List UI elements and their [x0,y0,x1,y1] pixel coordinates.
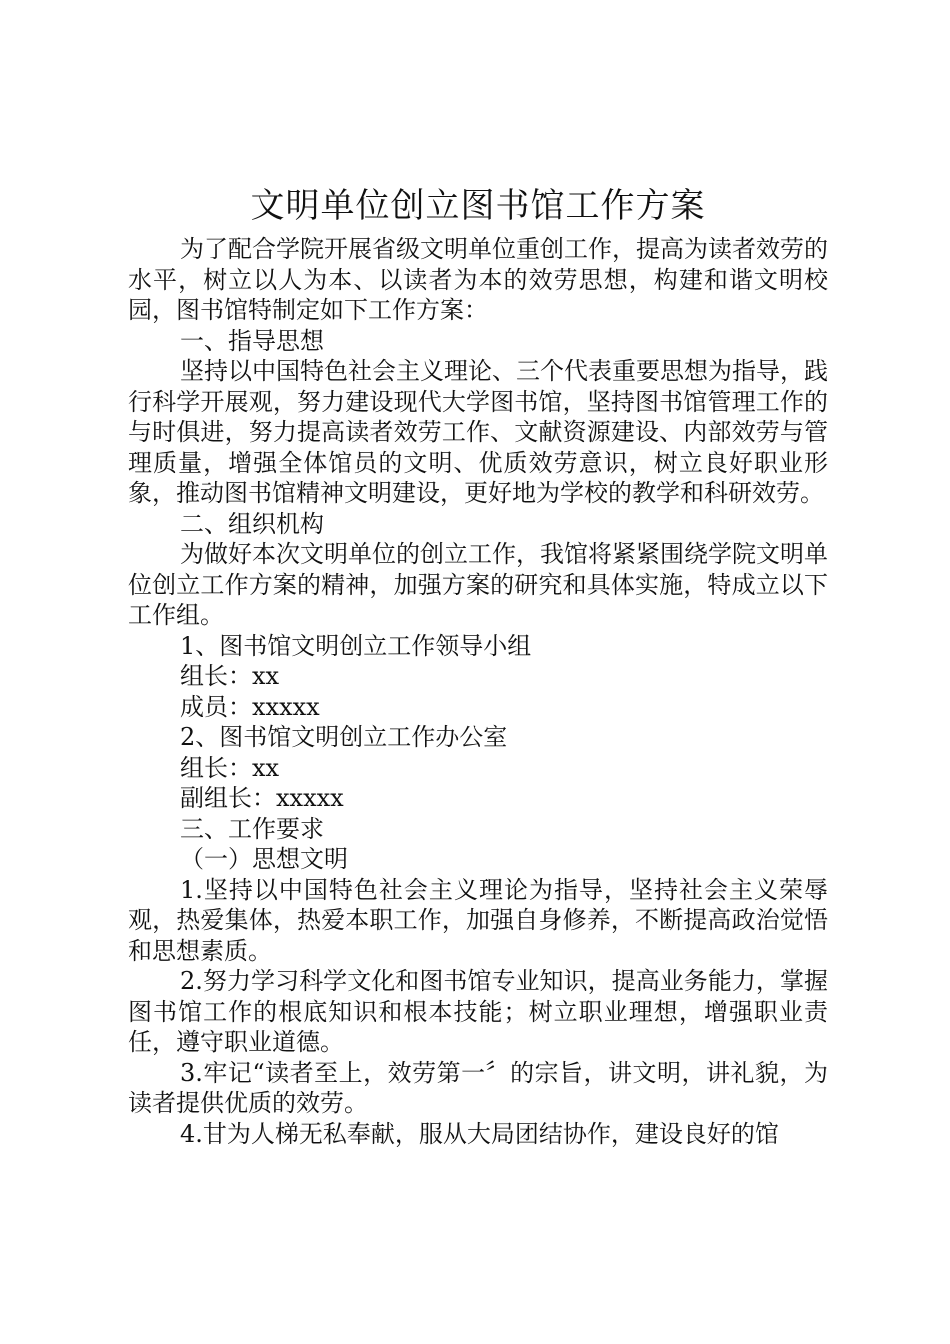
requirement-item-1: 1.坚持以中国特色社会主义理论为指导，坚持社会主义荣辱观，热爱集体，热爱本职工作，加强自身修养，不断提高政治觉悟和思想素质。 [128,875,828,965]
requirement-item-2: 2.努力学习科学文化和图书馆专业知识，提高业务能力，掌握图书馆工作的根底知识和根本技能；树立职业理想，增强职业责任，遵守职业道德。 [128,967,828,1056]
leadership-group-members: 成员：xxxxx [180,692,320,721]
document-page [128,178,828,1149]
intro-paragraph: 为了配合学院开展省级文明单位重创工作，提高为读者效劳的水平，树立以人为本、以读者为本的效劳思想，构建和谐文明校园，图书馆特制定如下工作方案： [128,235,828,324]
section-heading-organization: 二、组织机构 [180,509,324,538]
office-heading: 2、图书馆文明创立工作办公室 [180,723,508,751]
section-heading-requirements: 三、工作要求 [180,814,324,843]
leadership-group-heading: 1、图书馆文明创立工作领导小组 [180,631,532,660]
requirement-item-4: 4.甘为人梯无私奉献，服从大局团结协作，建设良好的馆 [180,1119,779,1148]
document-title: 文明单位创立图书馆工作方案 [250,186,706,226]
office-deputy-leader: 副组长：xxxxx [180,784,344,812]
office-leader: 组长：xx [180,753,280,782]
guiding-thought-paragraph: 坚持以中国特色社会主义理论、三个代表重要思想为指导，践行科学开展观，努力建设现代大学图书馆，坚持图书馆管理工作的与时俱进，努力提高读者效劳工作、文献资源建设、内部效劳与管理质量，增强全体馆员的文明、优质效劳意识，树立良好职业形象，推动图书馆精神文明建设，更好地为学校的教学和科研效劳。 [128,357,828,507]
requirement-item-3: 3.牢记“读者至上，效劳第一〞的宗旨，讲文明，讲礼貌，为读者提供优质的效劳。 [128,1058,828,1117]
subsection-heading-ideological: （一）思想文明 [180,845,348,873]
leadership-group-leader: 组长：xx [180,662,280,690]
organization-paragraph: 为做好本次文明单位的创立工作，我馆将紧紧围绕学院文明单位创立工作方案的精神，加强方案的研究和具体实施，特成立以下工作组。 [128,540,828,629]
section-heading-guiding-thought: 一、指导思想 [180,326,324,355]
